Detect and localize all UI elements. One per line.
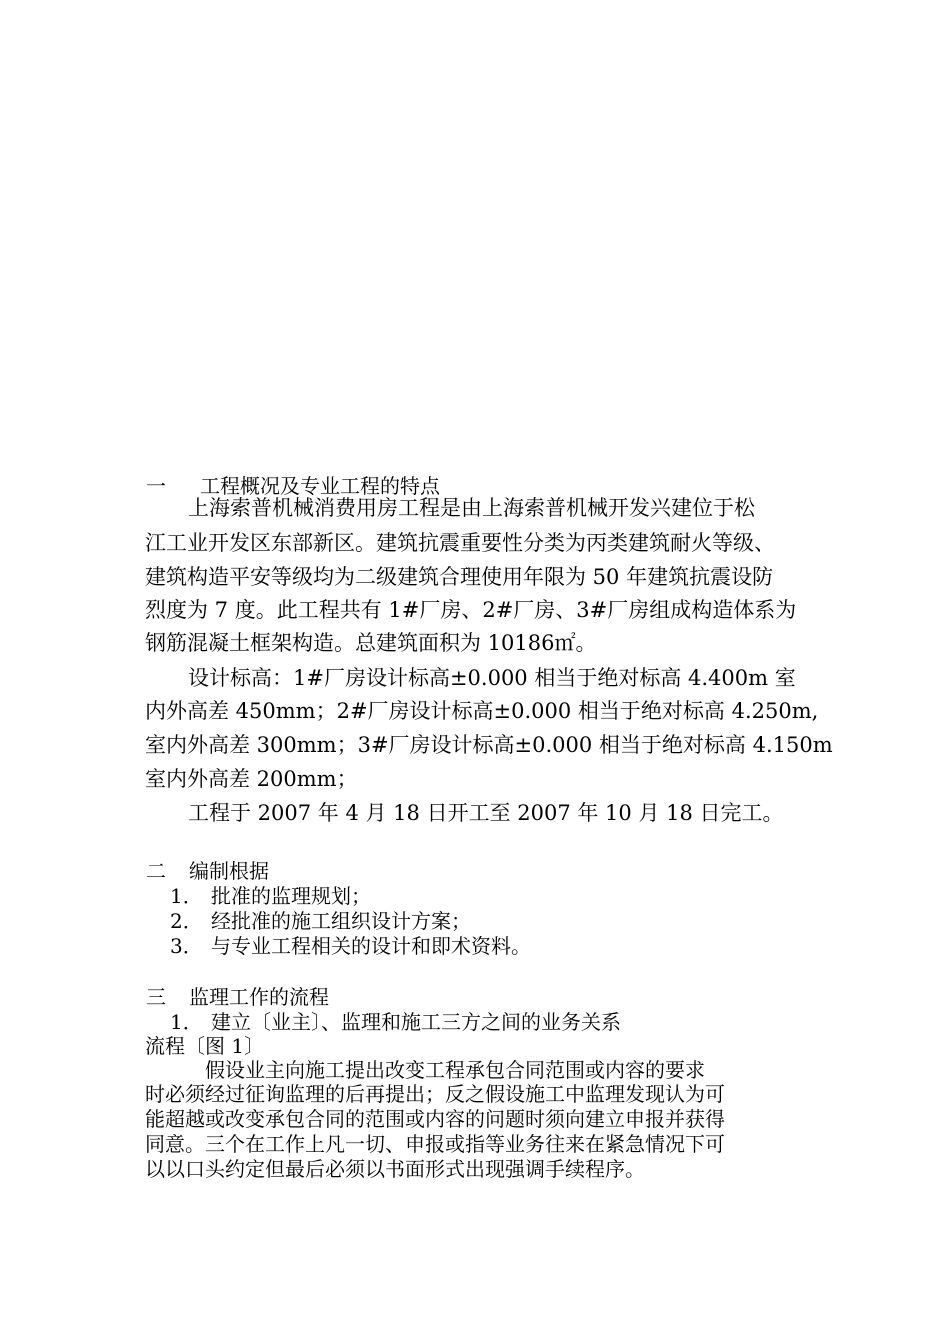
section3-item-1-continuation: 流程〔图 1〕 [145,1034,265,1058]
section2-item-1-text: 批准的监理规划； [211,884,371,908]
section3-item-1-num: 1． [170,1010,203,1034]
section1-para3: 工程于 2007 年 4 月 18 日开工至 2007 年 10 月 18 日完工。 [188,801,784,825]
section2-item-2-num: 2． [170,909,203,933]
section1-para2-line4: 室内外高差 200mm； [145,767,358,791]
section3-para-line3: 能超越或改变承包合同的范围或内容的问题时须向建立申报并获得 [145,1107,725,1131]
section2-number: 二 [146,859,166,883]
section1-para1-line2: 江工业开发区东部新区。建筑抗震重要性分类为丙类建筑耐火等级、 [145,531,775,555]
section2-item-3-num: 3． [170,934,203,958]
section1-para2-line3: 室内外高差 300mm；3#厂房设计标高±0.000 相当于绝对标高 4.150m [145,733,833,757]
section2-item-2-text: 经批准的施工组织设计方案； [211,909,471,933]
section1-para1-line3: 建筑构造平安等级均为二级建筑合理使用年限为 50 年建筑抗震设防 [145,565,774,589]
section3-number: 三 [146,985,166,1009]
section3-para-line5: 以以口头约定但最后必须以书面形式出现强调手续程序。 [145,1157,645,1181]
section3-title: 监理工作的流程 [189,985,329,1009]
section3-para-line2: 时必须经过征询监理的后再提出；反之假设施工中监理发现认为可 [145,1082,725,1106]
section1-number: 一 [146,474,166,498]
section3-para-line1: 假设业主向施工提出改变工程承包合同范围或内容的要求 [205,1058,705,1082]
section2-item-1-num: 1． [170,884,203,908]
section1-para2-line1: 设计标高：1#厂房设计标高±0.000 相当于绝对标高 4.400m 室 [188,666,796,690]
section2-item-3-text: 与专业工程相关的设计和即术资料。 [211,934,531,958]
section1-para1-line1: 上海索普机械消费用房工程是由上海索普机械开发兴建位于松 [188,496,755,520]
section1-para1-line5: 钢筋混凝土框架构造。总建筑面积为 10186㎡。 [145,631,597,655]
section2-title: 编制根据 [189,859,269,883]
section1-para2-line2: 内外高差 450mm；2#厂房设计标高±0.000 相当于绝对标高 4.250m, [145,699,819,723]
section1-title: 工程概况及专业工程的特点 [200,474,440,498]
section3-para-line4: 同意。三个在工作上凡一切、申报或指等业务往来在紧急情况下可 [145,1132,725,1156]
section1-para1-line4: 烈度为 7 度。此工程共有 1#厂房、2#厂房、3#厂房组成构造体系为 [145,598,797,622]
section3-item-1-text: 建立〔业主〕、监理和施工三方之间的业务关系 [211,1010,621,1034]
